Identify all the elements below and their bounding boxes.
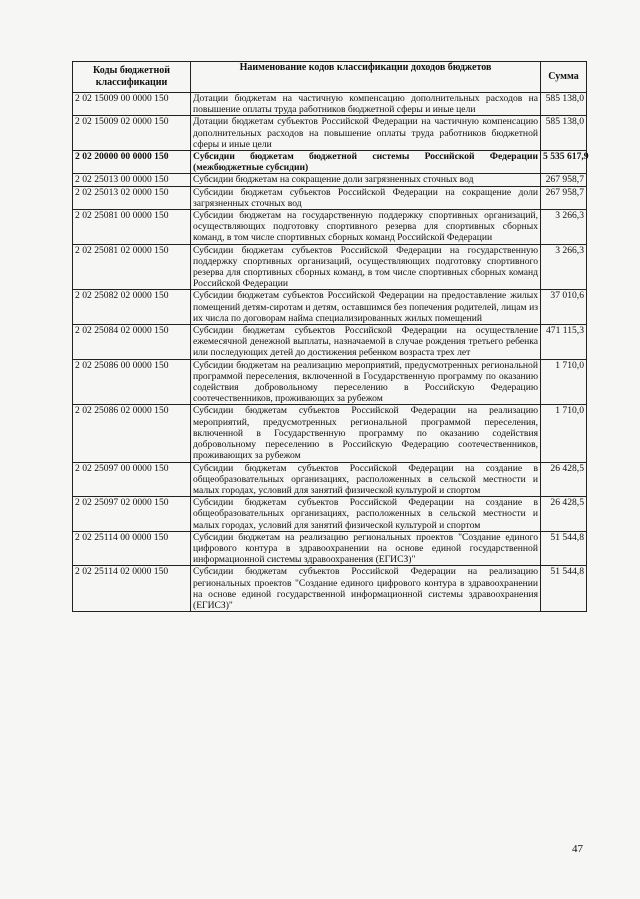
table-row: [73, 93, 587, 116]
row-code: 2 02 25013 02 0000 150: [73, 186, 191, 209]
row-code: 2 02 25084 02 0000 150: [73, 325, 191, 360]
row-sum: 3 266,3: [541, 244, 587, 290]
row-sum: 471 115,3: [541, 325, 587, 360]
table-row: [73, 531, 587, 566]
row-code: 2 02 25114 02 0000 150: [73, 566, 191, 612]
row-code: 2 02 25097 00 0000 150: [73, 462, 191, 497]
header-code: Коды бюджетной классификации: [73, 62, 191, 93]
row-code: 2 02 25081 02 0000 150: [73, 244, 191, 290]
row-sum: 51 544,8: [541, 566, 587, 612]
row-code: 2 02 20000 00 0000 150: [73, 151, 191, 174]
row-code: 2 02 15009 00 0000 150: [73, 93, 191, 116]
row-sum: 267 958,7: [541, 186, 587, 209]
table-header-row: [73, 62, 587, 93]
table-row: [73, 174, 587, 186]
row-code: 2 02 25114 00 0000 150: [73, 531, 191, 566]
header-name: Наименование кодов классификации доходов бюджетов: [191, 62, 541, 93]
row-sum: 51 544,8: [541, 531, 587, 566]
row-code: 2 02 15009 02 0000 150: [73, 116, 191, 151]
row-name: Субсидии бюджетам субъектов Российской Федерации на сокращение доли загрязненных сточных вод: [191, 186, 541, 209]
table-row: [73, 290, 587, 325]
row-name: Дотации бюджетам субъектов Российской Федерации на частичную компенсацию дополнительных расходов на повышение оплаты труда работников бюджетной сферы и иные цели: [191, 116, 541, 151]
row-sum: 3 266,3: [541, 210, 587, 245]
row-code: 2 02 25086 00 0000 150: [73, 359, 191, 405]
table-row: [73, 497, 587, 532]
table-row: [73, 325, 587, 360]
table-row: [73, 151, 587, 174]
row-name: Субсидии бюджетам субъектов Российской Федерации на осуществление ежемесячной денежной выплаты, назначаемой в случае рождения третьего ребенка или последующих детей до достижения ребенком возраста трех лет: [191, 325, 541, 360]
budget-revenue-table: [72, 61, 587, 612]
row-name: Субсидии бюджетам субъектов Российской Федерации на реализацию региональных проектов "Создание единого цифрового контура в здравоохранении на основе единой государственной информационной системы здравоохранения (ЕГИСЗ)": [191, 566, 541, 612]
row-sum: 585 138,0: [541, 116, 587, 151]
table-row: [73, 116, 587, 151]
table-row: [73, 210, 587, 245]
row-sum: 1 710,0: [541, 405, 587, 462]
row-code: 2 02 25097 02 0000 150: [73, 497, 191, 532]
row-name: Субсидии бюджетам на реализацию мероприятий, предусмотренных региональной программой переселения, включенной в Государственную программу по оказанию содействия добровольному переселению в Российскую Федерацию соотечественников, проживающих за рубежом: [191, 359, 541, 405]
row-name: Субсидии бюджетам на реализацию региональных проектов "Создание единого цифрового контура в здравоохранении на основе единой государственной информационной системы здравоохранения (ЕГИСЗ)": [191, 531, 541, 566]
row-sum: 37 010,6: [541, 290, 587, 325]
header-sum: Сумма: [541, 62, 587, 93]
table-row: [73, 462, 587, 497]
table-row: [73, 244, 587, 290]
row-name: Субсидии бюджетам субъектов Российской Федерации на государственную поддержку спортивных организаций, осуществляющих подготовку спортивного резерва для спортивных сборных команд, в том числе спортивных сборных команд Российской Федерации: [191, 244, 541, 290]
row-sum: 5 535 617,9: [541, 151, 587, 174]
row-name: Дотации бюджетам на частичную компенсацию дополнительных расходов на повышение оплаты труда работников бюджетной сферы и иные цели: [191, 93, 541, 116]
row-sum: 1 710,0: [541, 359, 587, 405]
row-sum: 26 428,5: [541, 462, 587, 497]
row-name: Субсидии бюджетам бюджетной системы Российской Федерации (межбюджетные субсидии): [191, 151, 541, 174]
row-sum: 267 958,7: [541, 174, 587, 186]
row-name: Субсидии бюджетам на государственную поддержку спортивных организаций, осуществляющих подготовку спортивного резерва для спортивных сборных команд, в том числе спортивных сборных команд Российской Федерации: [191, 210, 541, 245]
row-code: 2 02 25013 00 0000 150: [73, 174, 191, 186]
row-code: 2 02 25081 00 0000 150: [73, 210, 191, 245]
table-row: [73, 186, 587, 209]
row-code: 2 02 25086 02 0000 150: [73, 405, 191, 462]
table-row: [73, 405, 587, 462]
row-name: Субсидии бюджетам субъектов Российской Федерации на реализацию мероприятий, предусмотренных региональной программой переселения, включенной в Государственную программу по оказанию содействия добровольному переселению в Российскую Федерацию соотечественников, проживающих за рубежом: [191, 405, 541, 462]
row-sum: 585 138,0: [541, 93, 587, 116]
row-name: Субсидии бюджетам субъектов Российской Федерации на создание в общеобразовательных организациях, расположенных в сельской местности и малых городах, условий для занятий физической культурой и спортом: [191, 462, 541, 497]
row-name: Субсидии бюджетам субъектов Российской Федерации на создание в общеобразовательных организациях, расположенных в сельской местности и малых городах, условий для занятий физической культурой и спортом: [191, 497, 541, 532]
row-name: Субсидии бюджетам на сокращение доли загрязненных сточных вод: [191, 174, 541, 186]
row-code: 2 02 25082 02 0000 150: [73, 290, 191, 325]
row-sum: 26 428,5: [541, 497, 587, 532]
table-row: [73, 566, 587, 612]
page-number: 47: [572, 843, 583, 855]
table-row: [73, 359, 587, 405]
row-name: Субсидии бюджетам субъектов Российской Федерации на предоставление жилых помещений детям-сиротам и детям, оставшимся без попечения родителей, лицам из их числа по договорам найма специализированных жилых помещений: [191, 290, 541, 325]
